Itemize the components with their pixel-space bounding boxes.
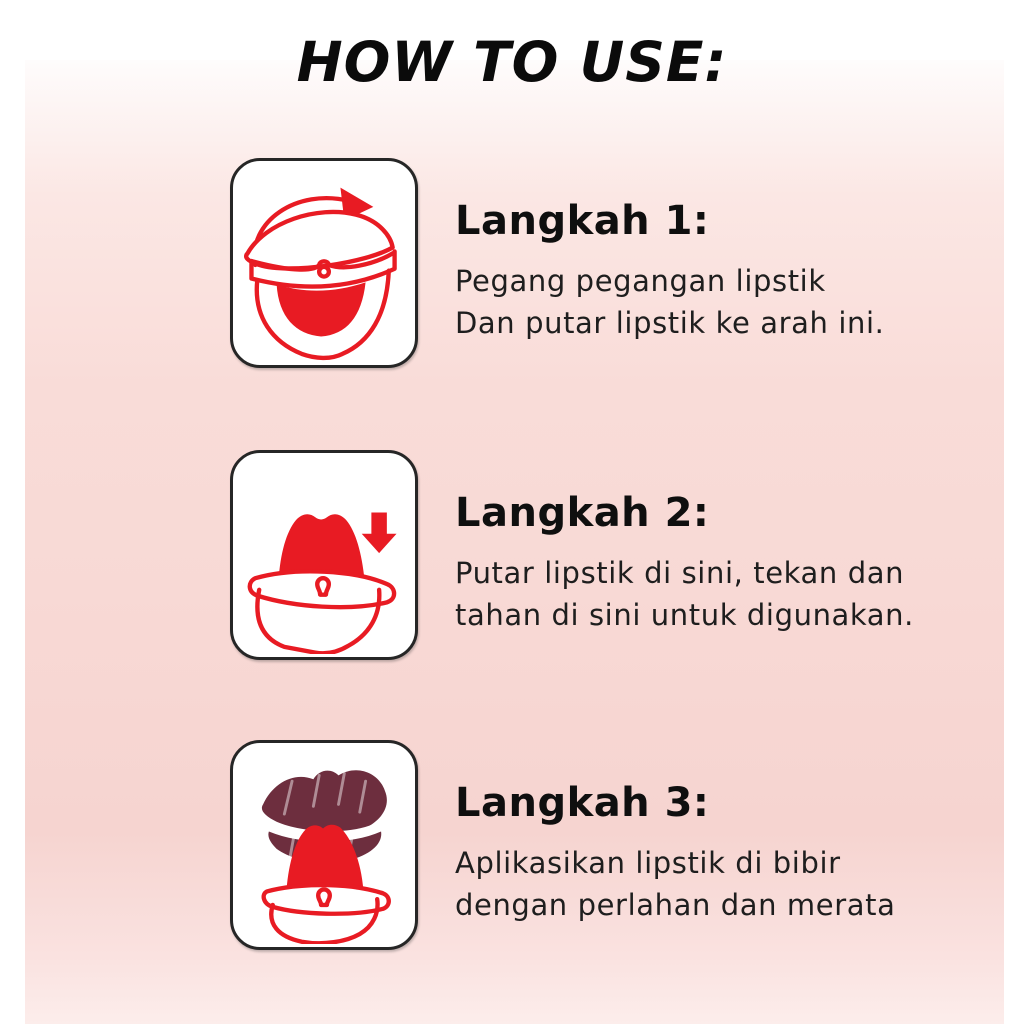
- lipstick-rotate-icon: [236, 164, 412, 362]
- step-2: [230, 450, 955, 660]
- step-2-line-1: Putar lipstik di sini, tekan dan: [455, 556, 905, 590]
- page-title: HOW TO USE:: [296, 30, 728, 94]
- step-2-heading: Langkah 2:: [455, 490, 710, 536]
- step-2-line-2: tahan di sini untuk digunakan.: [455, 598, 914, 632]
- lipstick-press-icon: [236, 456, 412, 654]
- step-1-line-1: Pegang pegangan lipstik: [455, 264, 826, 298]
- step-3-heading: Langkah 3:: [455, 780, 710, 826]
- step-3-text: [455, 740, 955, 926]
- lipstick-apply-icon: [236, 746, 412, 944]
- step-2-icon-box: [230, 450, 418, 660]
- step-1: [230, 158, 955, 368]
- step-3-line-2: dengan perlahan dan merata: [455, 888, 896, 922]
- step-1-line-2: Dan putar lipstik ke arah ini.: [455, 306, 885, 340]
- step-3-line-1: Aplikasikan lipstik di bibir: [455, 846, 841, 880]
- step-1-icon-box: [230, 158, 418, 368]
- down-arrow-icon: [362, 512, 397, 553]
- step-3: [230, 740, 955, 950]
- step-3-icon-box: [230, 740, 418, 950]
- step-1-heading: Langkah 1:: [455, 198, 710, 244]
- step-2-text: [455, 450, 955, 636]
- step-1-text: [455, 158, 955, 344]
